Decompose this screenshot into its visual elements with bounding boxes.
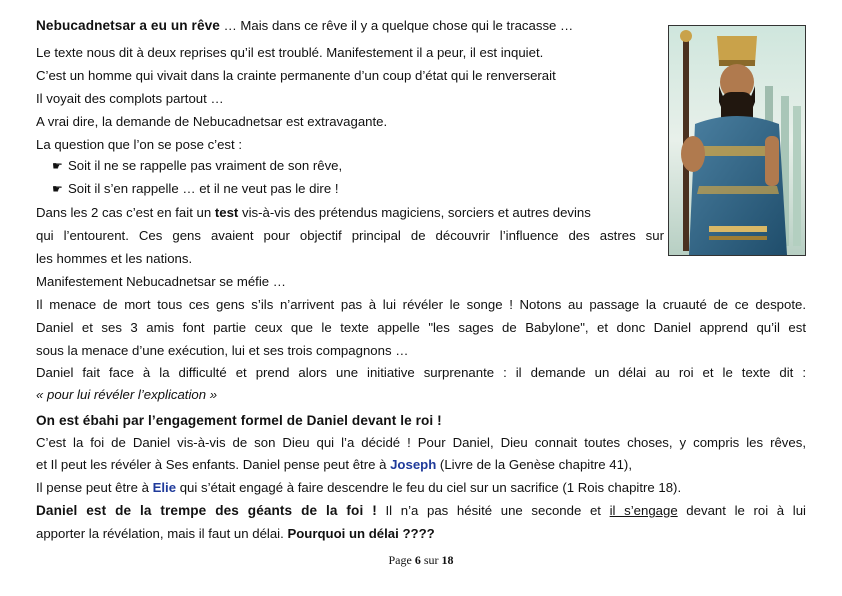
- paragraph-line-2: Le texte nous dit à deux reprises qu’il est troublé. Manifestement il a peur, il est inquiet.: [36, 45, 544, 60]
- paragraph-line-11: Il menace de mort tous ces gens s’ils n’arrivent pas à lui révéler le songe ! Notons au passage la cruauté de ce despote.: [36, 297, 806, 312]
- name-elie: Elie: [152, 480, 177, 495]
- paragraph-line-7: [36, 204, 591, 222]
- section-heading-engagement: On est ébahi par l’engagement formel de Daniel devant le roi !: [36, 413, 442, 428]
- line-17-text-a: et Il peut les révéler à Ses enfants. Daniel pense peut être à: [36, 457, 391, 472]
- bullet-item-1-text: Soit il ne se rappelle pas vraiment de son rêve,: [68, 158, 343, 173]
- section-heading-geants: Daniel est de la trempe des géants de la foi !: [36, 503, 377, 518]
- footer-prefix: Page: [388, 553, 415, 567]
- line-19-text-b: devant le roi à lui: [677, 503, 806, 518]
- paragraph-line-1: [36, 17, 573, 35]
- paragraph-line-14: Daniel fait face à la difficulté et prend alors une initiative surprenante : il demande un délai au roi et le texte dit :: [36, 365, 806, 380]
- paragraph-line-18: [36, 479, 681, 497]
- paragraph-line-19: [36, 502, 806, 520]
- paragraph-line-5: A vrai dire, la demande de Nebucadnetsar est extravagante.: [36, 114, 388, 129]
- line-7-text-a: Dans les 2 cas c’est en fait un: [36, 205, 215, 220]
- paragraph-line-10: Manifestement Nebucadnetsar se méfie …: [36, 274, 286, 289]
- line-19-text-a: Il n’a pas hésité une seconde et: [376, 503, 610, 518]
- paragraph-line-16: C’est la foi de Daniel vis-à-vis de son Dieu qui l’a décidé ! Pour Daniel, Dieu connait toutes choses, y compris les rêves,: [36, 435, 806, 450]
- bullet-item-2: [52, 180, 339, 198]
- line-17-text-b: (Livre de la Genèse chapitre 41),: [436, 457, 632, 472]
- section-heading-reve: Nebucadnetsar a eu un rêve: [36, 18, 220, 33]
- page-footer: [0, 553, 842, 568]
- underlined-engage: il s’engage: [609, 503, 678, 518]
- quotation-line: « pour lui révéler l’explication »: [36, 387, 218, 402]
- pointing-hand-icon: ☛: [52, 182, 63, 196]
- king-illustration: [668, 25, 806, 256]
- paragraph-line-12: Daniel et ses 3 amis font partie ceux que le texte appelle "les sages de Babylone", et donc Daniel apprend qu’il est: [36, 320, 806, 335]
- line-18-text-b: qui s’était engagé à faire descendre le feu du ciel sur un sacrifice (1 Rois chapitre 18).: [176, 480, 682, 495]
- current-page-number: 6: [414, 553, 421, 567]
- paragraph-line-9: les hommes et les nations.: [36, 251, 193, 266]
- line-18-text-a: Il pense peut être à: [36, 480, 153, 495]
- emphasis-test: test: [214, 205, 239, 220]
- footer-middle: sur: [420, 553, 442, 567]
- paragraph-line-8: qui l’entourent. Ces gens avaient pour objectif principal de découvrir l’influence des astres sur: [36, 228, 664, 243]
- total-page-number: 18: [441, 553, 454, 567]
- paragraph-line-4: Il voyait des complots partout …: [36, 91, 224, 106]
- paragraph-line-13: sous la menace d’une exécution, lui et ses trois compagnons …: [36, 343, 409, 358]
- bullet-item-1: [52, 157, 342, 175]
- line-1-text: … Mais dans ce rêve il y a quelque chose qui le tracasse …: [219, 18, 574, 33]
- pointing-hand-icon: ☛: [52, 159, 63, 173]
- paragraph-line-3: C’est un homme qui vivait dans la crainte permanente d’un coup d’état qui le renverserait: [36, 68, 556, 83]
- line-20-text-a: apporter la révélation, mais il faut un délai.: [36, 526, 288, 541]
- emphasis-question: Pourquoi un délai ????: [287, 526, 435, 541]
- paragraph-line-6: La question que l’on se pose c’est :: [36, 137, 243, 152]
- bullet-item-2-text: Soit il s’en rappelle … et il ne veut pas le dire !: [68, 181, 339, 196]
- paragraph-line-17: [36, 456, 632, 474]
- name-joseph: Joseph: [390, 457, 437, 472]
- nebuchadnezzar-figure-icon: [669, 26, 805, 255]
- line-7-text-b: vis-à-vis des prétendus magiciens, sorciers et autres devins: [238, 205, 591, 220]
- paragraph-line-20: [36, 525, 435, 543]
